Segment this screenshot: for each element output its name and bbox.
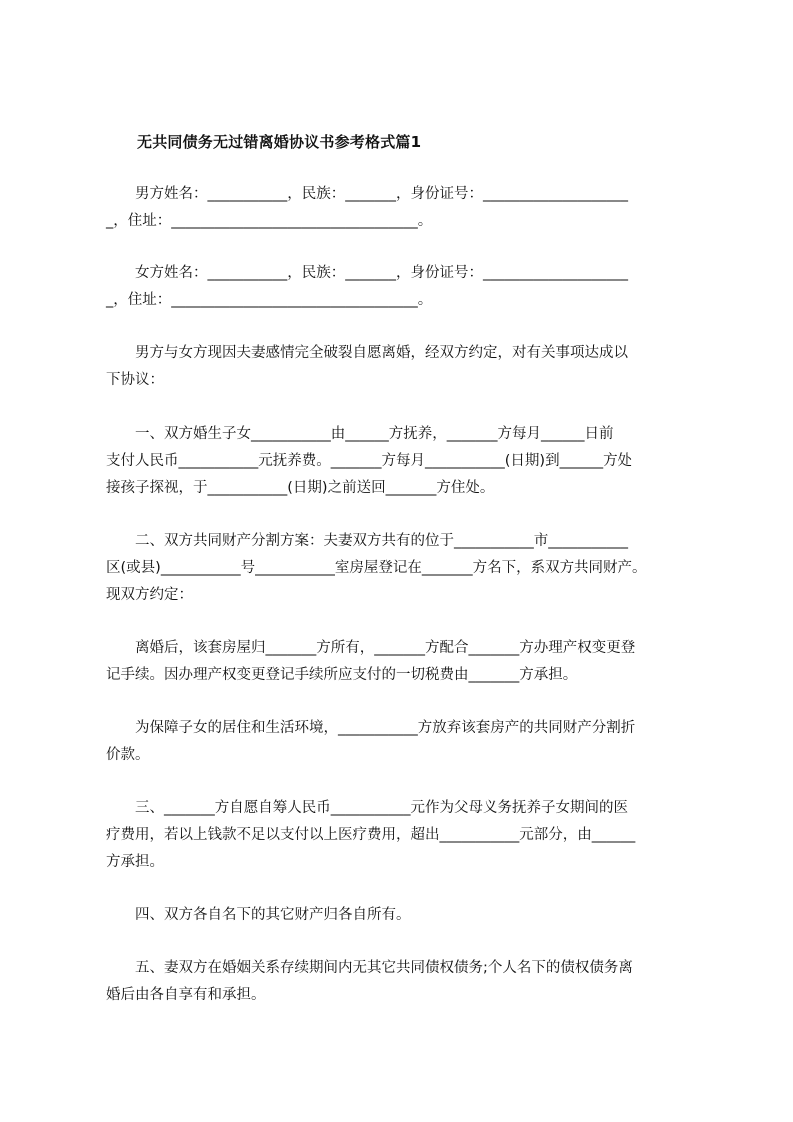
text-line: 五、妻双方在婚姻关系存续期间内无其它共同债权债务;个人名下的债权债务离 [106,960,633,976]
document-title: 无共同债务无过错离婚协议书参考格式篇1 [137,133,422,151]
text-line: 价款。 [106,747,150,763]
text-line: 一、双方婚生子女___________由______方抚养，_______方每月______日前 [106,426,614,442]
text-line: _，住址：__________________________________。 [106,213,433,229]
text-line: 现双方约定： [106,587,193,603]
text-line: 男方与女方现因夫妻感情完全破裂自愿离婚，经双方约定，对有关事项达成以 [106,345,628,361]
text-line: 女方姓名：___________，民族：_______，身份证号：____________________ [106,265,628,281]
text-line: 支付人民币___________元抚养费。_______方每月___________(日期)到______方处 [106,453,633,469]
text-line: 为保障子女的居住和生活环境，___________方放弃该套房产的共同财产分割折 [106,720,636,736]
text-line: 男方姓名：___________，民族：_______，身份证号：____________________ [106,186,628,202]
text-line: 下协议： [106,372,164,388]
text-line: 二、双方共同财产分割方案：夫妻双方共有的位于___________市___________ [106,533,628,549]
text-line: 离婚后，该套房屋归_______方所有，_______方配合_______方办理产权变更登 [106,640,636,656]
text-line: 方承担。 [106,854,164,870]
text-line: 接孩子探视，于___________(日期)之前送回_______方住处。 [106,480,495,496]
text-line: 区(或县)___________号___________室房屋登记在_______方名下，系双方共同财产。 [106,560,647,576]
text-line: 婚后由各自享有和承担。 [106,987,266,1003]
text-line: 记手续。因办理产权变更登记手续所应支付的一切税费由_______方承担。 [106,667,578,683]
text-line: 疗费用，若以上钱款不足以支付以上医疗费用，超出___________元部分，由______ [106,827,636,843]
text-line: _，住址：__________________________________。 [106,292,433,308]
text-line: 三、_______方自愿自筹人民币___________元作为父母义务抚养子女期间的医 [106,800,628,816]
text-line: 四、双方各自名下的其它财产归各自所有。 [106,907,411,923]
